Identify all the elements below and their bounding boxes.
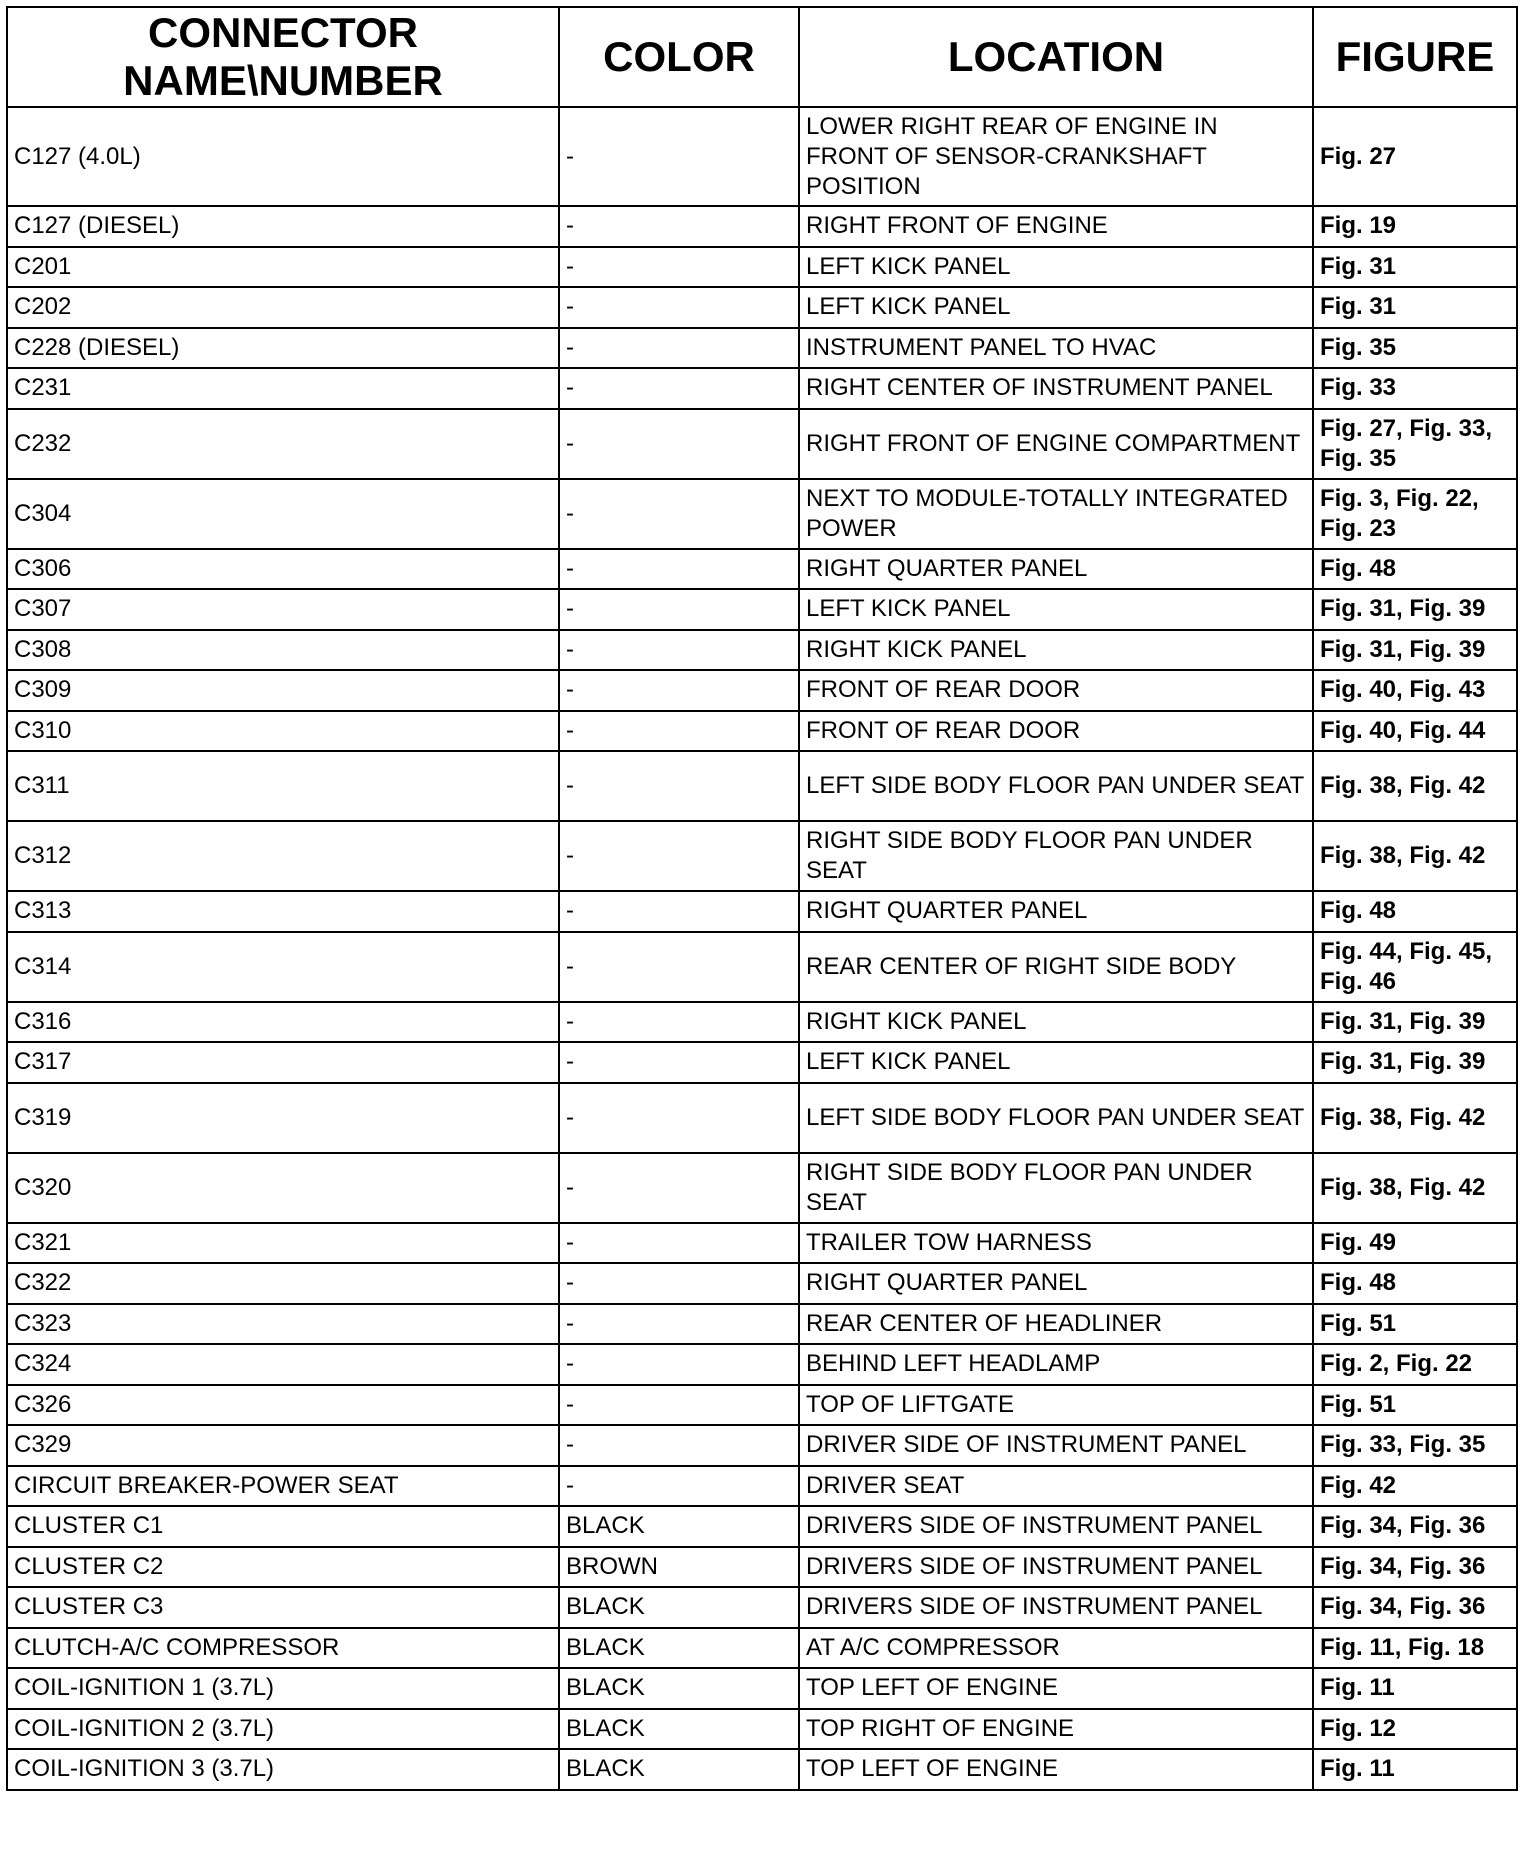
header-color: COLOR (559, 7, 799, 107)
cell-figure: Fig. 31, Fig. 39 (1313, 589, 1517, 630)
cell-color: - (559, 1385, 799, 1426)
table-row (7, 751, 1517, 821)
cell-connector-name: C308 (7, 630, 559, 671)
header-location: LOCATION (799, 7, 1313, 107)
table-row (7, 1749, 1517, 1790)
cell-figure: Fig. 49 (1313, 1223, 1517, 1264)
cell-connector-name: C319 (7, 1083, 559, 1153)
cell-location: FRONT OF REAR DOOR (799, 711, 1313, 752)
table-row (7, 1223, 1517, 1264)
table-row (7, 1709, 1517, 1750)
cell-color: BLACK (559, 1506, 799, 1547)
cell-location: TOP LEFT OF ENGINE (799, 1668, 1313, 1709)
header-figure: FIGURE (1313, 7, 1517, 107)
cell-color: BLACK (559, 1668, 799, 1709)
cell-figure: Fig. 31 (1313, 287, 1517, 328)
header-row (7, 7, 1517, 107)
table-row (7, 1344, 1517, 1385)
cell-location: DRIVER SEAT (799, 1466, 1313, 1507)
cell-location: REAR CENTER OF RIGHT SIDE BODY (799, 932, 1313, 1002)
table-row (7, 1668, 1517, 1709)
cell-location: TOP LEFT OF ENGINE (799, 1749, 1313, 1790)
cell-figure: Fig. 38, Fig. 42 (1313, 821, 1517, 891)
cell-color: - (559, 589, 799, 630)
cell-location: AT A/C COMPRESSOR (799, 1628, 1313, 1669)
cell-color: - (559, 932, 799, 1002)
cell-connector-name: C310 (7, 711, 559, 752)
cell-color: - (559, 1425, 799, 1466)
table-row (7, 1628, 1517, 1669)
cell-color: - (559, 1304, 799, 1345)
cell-location: RIGHT FRONT OF ENGINE COMPARTMENT (799, 409, 1313, 479)
cell-color: BLACK (559, 1709, 799, 1750)
table-row (7, 670, 1517, 711)
cell-location: DRIVERS SIDE OF INSTRUMENT PANEL (799, 1587, 1313, 1628)
cell-connector-name: COIL-IGNITION 1 (3.7L) (7, 1668, 559, 1709)
cell-connector-name: COIL-IGNITION 3 (3.7L) (7, 1749, 559, 1790)
cell-figure: Fig. 48 (1313, 891, 1517, 932)
cell-color: - (559, 630, 799, 671)
cell-color: - (559, 206, 799, 247)
table-row (7, 1153, 1517, 1223)
cell-figure: Fig. 33 (1313, 368, 1517, 409)
cell-figure: Fig. 11 (1313, 1668, 1517, 1709)
cell-color: - (559, 1042, 799, 1083)
cell-figure: Fig. 31, Fig. 39 (1313, 1042, 1517, 1083)
cell-connector-name: COIL-IGNITION 2 (3.7L) (7, 1709, 559, 1750)
cell-connector-name: C329 (7, 1425, 559, 1466)
cell-connector-name: C201 (7, 247, 559, 288)
cell-color: - (559, 751, 799, 821)
cell-color: - (559, 1153, 799, 1223)
cell-figure: Fig. 33, Fig. 35 (1313, 1425, 1517, 1466)
table-row (7, 549, 1517, 590)
cell-location: LOWER RIGHT REAR OF ENGINE IN FRONT OF SENSOR-CRANKSHAFT POSITION (799, 107, 1313, 206)
cell-connector-name: C127 (DIESEL) (7, 206, 559, 247)
cell-color: - (559, 409, 799, 479)
cell-location: FRONT OF REAR DOOR (799, 670, 1313, 711)
cell-color: - (559, 328, 799, 369)
cell-color: BROWN (559, 1547, 799, 1588)
table-row (7, 1385, 1517, 1426)
cell-location: TOP RIGHT OF ENGINE (799, 1709, 1313, 1750)
table-row (7, 1083, 1517, 1153)
cell-connector-name: CLUTCH-A/C COMPRESSOR (7, 1628, 559, 1669)
table-row (7, 932, 1517, 1002)
table-row (7, 479, 1517, 549)
table-row (7, 821, 1517, 891)
cell-location: TOP OF LIFTGATE (799, 1385, 1313, 1426)
cell-color: BLACK (559, 1587, 799, 1628)
cell-location: RIGHT FRONT OF ENGINE (799, 206, 1313, 247)
cell-color: BLACK (559, 1628, 799, 1669)
cell-color: - (559, 1344, 799, 1385)
cell-location: DRIVERS SIDE OF INSTRUMENT PANEL (799, 1506, 1313, 1547)
cell-connector-name: C312 (7, 821, 559, 891)
cell-connector-name: C320 (7, 1153, 559, 1223)
cell-connector-name: C306 (7, 549, 559, 590)
cell-color: - (559, 1002, 799, 1043)
table-row (7, 1587, 1517, 1628)
table-row (7, 1263, 1517, 1304)
cell-figure: Fig. 31, Fig. 39 (1313, 630, 1517, 671)
cell-figure: Fig. 11 (1313, 1749, 1517, 1790)
cell-location: BEHIND LEFT HEADLAMP (799, 1344, 1313, 1385)
cell-figure: Fig. 19 (1313, 206, 1517, 247)
cell-connector-name: C311 (7, 751, 559, 821)
cell-location: TRAILER TOW HARNESS (799, 1223, 1313, 1264)
cell-color: - (559, 247, 799, 288)
table-row (7, 1002, 1517, 1043)
cell-figure: Fig. 35 (1313, 328, 1517, 369)
cell-figure: Fig. 27, Fig. 33, Fig. 35 (1313, 409, 1517, 479)
cell-color: - (559, 1223, 799, 1264)
cell-location: INSTRUMENT PANEL TO HVAC (799, 328, 1313, 369)
table-row (7, 711, 1517, 752)
cell-location: RIGHT SIDE BODY FLOOR PAN UNDER SEAT (799, 1153, 1313, 1223)
cell-figure: Fig. 38, Fig. 42 (1313, 751, 1517, 821)
table-row (7, 368, 1517, 409)
cell-location: DRIVER SIDE OF INSTRUMENT PANEL (799, 1425, 1313, 1466)
cell-connector-name: C324 (7, 1344, 559, 1385)
table-row (7, 107, 1517, 206)
table-row (7, 206, 1517, 247)
cell-location: LEFT KICK PANEL (799, 589, 1313, 630)
cell-color: - (559, 549, 799, 590)
cell-figure: Fig. 42 (1313, 1466, 1517, 1507)
cell-color: - (559, 107, 799, 206)
table-row (7, 1425, 1517, 1466)
cell-figure: Fig. 12 (1313, 1709, 1517, 1750)
cell-color: - (559, 1083, 799, 1153)
cell-connector-name: C316 (7, 1002, 559, 1043)
cell-color: - (559, 368, 799, 409)
cell-figure: Fig. 31, Fig. 39 (1313, 1002, 1517, 1043)
table-row (7, 891, 1517, 932)
cell-location: LEFT KICK PANEL (799, 287, 1313, 328)
cell-location: RIGHT SIDE BODY FLOOR PAN UNDER SEAT (799, 821, 1313, 891)
cell-figure: Fig. 38, Fig. 42 (1313, 1083, 1517, 1153)
cell-location: RIGHT QUARTER PANEL (799, 891, 1313, 932)
cell-location: RIGHT QUARTER PANEL (799, 1263, 1313, 1304)
table-row (7, 409, 1517, 479)
cell-color: - (559, 670, 799, 711)
cell-location: RIGHT QUARTER PANEL (799, 549, 1313, 590)
cell-figure: Fig. 31 (1313, 247, 1517, 288)
connector-location-sheet (6, 6, 1516, 1791)
cell-figure: Fig. 3, Fig. 22, Fig. 23 (1313, 479, 1517, 549)
cell-figure: Fig. 34, Fig. 36 (1313, 1506, 1517, 1547)
cell-figure: Fig. 34, Fig. 36 (1313, 1547, 1517, 1588)
cell-connector-name: CLUSTER C1 (7, 1506, 559, 1547)
cell-connector-name: C231 (7, 368, 559, 409)
table-row (7, 630, 1517, 671)
cell-figure: Fig. 11, Fig. 18 (1313, 1628, 1517, 1669)
cell-connector-name: C323 (7, 1304, 559, 1345)
table-row (7, 1304, 1517, 1345)
cell-location: REAR CENTER OF HEADLINER (799, 1304, 1313, 1345)
cell-figure: Fig. 48 (1313, 1263, 1517, 1304)
cell-location: RIGHT KICK PANEL (799, 1002, 1313, 1043)
cell-connector-name: C322 (7, 1263, 559, 1304)
cell-connector-name: C127 (4.0L) (7, 107, 559, 206)
cell-connector-name: C232 (7, 409, 559, 479)
table-row (7, 1042, 1517, 1083)
cell-color: - (559, 479, 799, 549)
cell-location: RIGHT KICK PANEL (799, 630, 1313, 671)
table-row (7, 1506, 1517, 1547)
cell-connector-name: C202 (7, 287, 559, 328)
cell-location: LEFT KICK PANEL (799, 1042, 1313, 1083)
cell-connector-name: CLUSTER C2 (7, 1547, 559, 1588)
table-row (7, 589, 1517, 630)
cell-connector-name: C314 (7, 932, 559, 1002)
cell-location: DRIVERS SIDE OF INSTRUMENT PANEL (799, 1547, 1313, 1588)
header-connector-line2: NAME\NUMBER (123, 57, 443, 104)
table-row (7, 287, 1517, 328)
cell-figure: Fig. 44, Fig. 45, Fig. 46 (1313, 932, 1517, 1002)
cell-figure: Fig. 34, Fig. 36 (1313, 1587, 1517, 1628)
cell-color: - (559, 1263, 799, 1304)
cell-color: - (559, 287, 799, 328)
cell-color: - (559, 711, 799, 752)
cell-color: BLACK (559, 1749, 799, 1790)
cell-connector-name: C228 (DIESEL) (7, 328, 559, 369)
cell-location: LEFT KICK PANEL (799, 247, 1313, 288)
cell-figure: Fig. 51 (1313, 1385, 1517, 1426)
cell-figure: Fig. 2, Fig. 22 (1313, 1344, 1517, 1385)
header-connector-line1: CONNECTOR (148, 9, 418, 56)
cell-location: NEXT TO MODULE-TOTALLY INTEGRATED POWER (799, 479, 1313, 549)
cell-location: RIGHT CENTER OF INSTRUMENT PANEL (799, 368, 1313, 409)
cell-connector-name: C304 (7, 479, 559, 549)
cell-connector-name: C313 (7, 891, 559, 932)
cell-connector-name: CLUSTER C3 (7, 1587, 559, 1628)
cell-connector-name: CIRCUIT BREAKER-POWER SEAT (7, 1466, 559, 1507)
cell-figure: Fig. 51 (1313, 1304, 1517, 1345)
cell-figure: Fig. 48 (1313, 549, 1517, 590)
cell-location: LEFT SIDE BODY FLOOR PAN UNDER SEAT (799, 1083, 1313, 1153)
cell-connector-name: C321 (7, 1223, 559, 1264)
cell-connector-name: C307 (7, 589, 559, 630)
cell-color: - (559, 1466, 799, 1507)
cell-connector-name: C326 (7, 1385, 559, 1426)
table-row (7, 328, 1517, 369)
cell-connector-name: C317 (7, 1042, 559, 1083)
cell-figure: Fig. 40, Fig. 44 (1313, 711, 1517, 752)
table-row (7, 1466, 1517, 1507)
cell-connector-name: C309 (7, 670, 559, 711)
table-row (7, 247, 1517, 288)
table-row (7, 1547, 1517, 1588)
cell-color: - (559, 821, 799, 891)
cell-figure: Fig. 27 (1313, 107, 1517, 206)
cell-figure: Fig. 38, Fig. 42 (1313, 1153, 1517, 1223)
cell-figure: Fig. 40, Fig. 43 (1313, 670, 1517, 711)
header-connector (7, 7, 559, 107)
cell-location: LEFT SIDE BODY FLOOR PAN UNDER SEAT (799, 751, 1313, 821)
cell-color: - (559, 891, 799, 932)
connector-table (6, 6, 1518, 1791)
